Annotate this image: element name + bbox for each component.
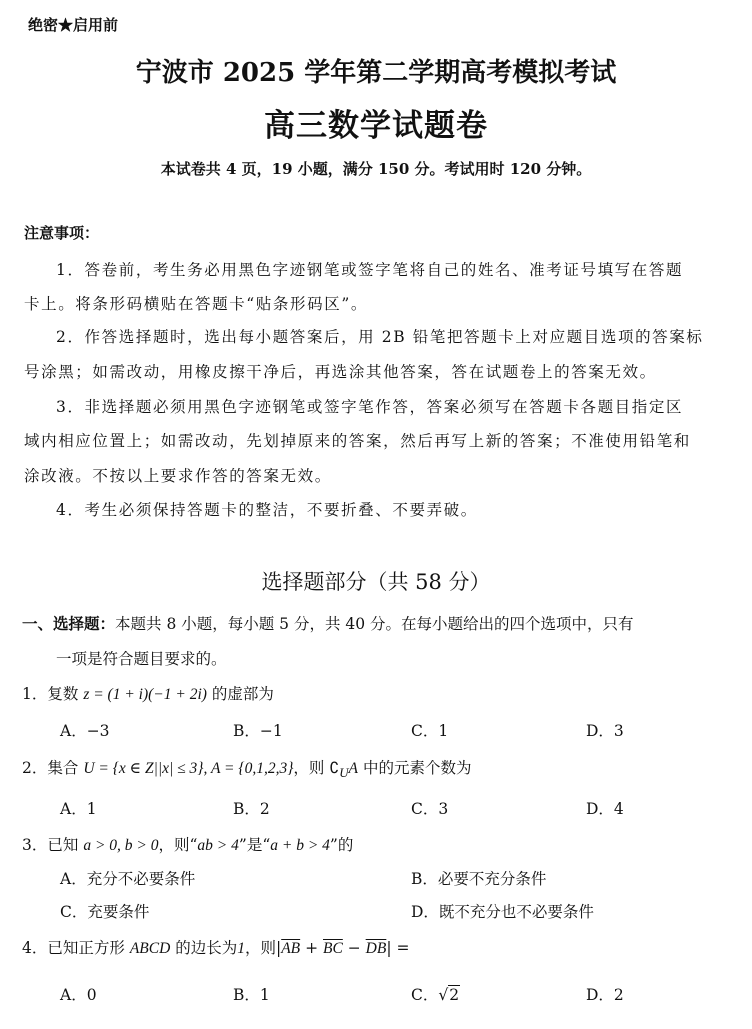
question-number: 3． [22,836,48,854]
option-d: D．既不充分也不必要条件 [411,903,594,921]
option-d: D．3 [586,722,624,740]
part-description [22,612,634,634]
math-expr: 1 [237,940,245,957]
math-expr: U = {x ∈ Z||x| ≤ 3}, A = {0,1,2,3} [83,760,294,777]
vector-ab: $\overline{AB}$ [281,940,301,957]
question-text: ，则 [244,939,276,957]
option-b: B．−1 [233,722,283,740]
question-text: = [391,939,410,957]
exam-title: 宁波市 2025 学年第二学期高考模拟考试 [135,58,617,88]
option-label: C． [411,986,439,1004]
notice-line: 1．答卷前，考生务必用黑色字迹钢笔或签字笔将自己的姓名、准考证号填写在答题 [56,261,684,279]
option-c: C．1 [411,722,449,740]
exam-info: 本试卷共 4 页，19 小题，满分 150 分。考试用时 120 分钟。 [160,160,592,178]
notice-line: 卡上。将条形码横贴在答题卡“贴条形码区”。 [24,295,368,313]
option-b: B．2 [233,800,270,818]
part-label: 一、选择题： [22,614,116,633]
math-expr: a + b > 4 [270,837,330,854]
notice-line: 域内相应位置上；如需改动，先划掉原来的答案，然后再写上新的答案；不准使用铅笔和 [24,432,691,450]
question-number: 1． [22,685,48,703]
question-text: ，则 [293,759,330,777]
option-b: B．必要不充分条件 [411,870,547,888]
question-text: 的虚部为 [206,685,274,703]
section-title: 选择题部分（共 58 分） [261,570,491,594]
question-text: ，则“ [158,836,198,854]
question-number: 2． [22,759,48,777]
question-text: 已知 [47,836,84,854]
option-b: B．1 [233,986,270,1004]
option-a: A．1 [60,800,97,818]
notice-line: 3．非选择题必须用黑色字迹钢笔或签字笔作答，答案必须写在答题卡各题目指定区 [56,398,684,416]
vector-db: $\overline{DB}$ [365,940,387,957]
question-text: 集合 [47,759,84,777]
option-c: C．充要条件 [60,903,150,921]
question-3 [22,833,353,855]
question-text: 的边长为 [170,939,238,957]
option-a: A．充分不必要条件 [60,870,196,888]
math-expr: ABCD [129,940,171,957]
exam-subtitle: 高三数学试题卷 [264,108,488,144]
option-d: D．4 [586,800,624,818]
abs-bar: | [275,939,282,957]
math-expr: a > 0, b > 0 [83,837,159,854]
math-expr: z = (1 + i)(−1 + 2i) [83,686,207,703]
question-text: ”是“ [238,836,271,854]
math-expr: U [339,765,349,781]
notice-line: 2．作答选择题时，选出每小题答案后，用 2B 铅笔把答题卡上对应题目选项的答案标 [56,328,704,346]
question-number: 4． [22,939,48,957]
part-desc-cont: 一项是符合题目要求的。 [56,650,227,668]
math-expr: ab > 4 [197,837,239,854]
question-text: 复数 [47,685,84,703]
question-text: 中的元素个数为 [358,759,472,777]
option-c [411,983,460,1005]
sqrt-symbol: √ [438,986,449,1004]
option-d: D．2 [586,986,624,1004]
question-text: 已知正方形 [47,939,130,957]
question-text: ”的 [329,836,354,854]
question-2 [22,756,471,781]
notice-heading: 注意事项： [24,224,100,242]
abs-bar: | [386,939,392,957]
option-a: A．−3 [60,722,110,740]
notice-line: 4．考生必须保持答题卡的整洁，不要折叠、不要弄破。 [56,501,478,519]
notice-line: 号涂黑；如需改动，用橡皮擦干净后，再选涂其他答案，答在试题卷上的答案无效。 [24,363,657,381]
option-a: A．0 [60,986,97,1004]
vector-bc: $\overline{BC}$ [323,940,343,957]
question-1 [22,682,274,704]
option-c: C．3 [411,800,449,818]
sqrt-value: 2 [449,986,460,1004]
math-expr: A [348,760,359,777]
question-4 [22,936,409,958]
notice-line: 涂改液。不按以上要求作答的答案无效。 [24,467,332,485]
secret-label: 绝密★启用前 [28,16,119,34]
plus-sign: + [300,939,323,957]
minus-sign: − [342,939,366,957]
part-desc: 本题共 8 小题，每小题 5 分，共 40 分。在每小题给出的四个选项中，只有 [115,615,634,633]
complement-symbol: ∁ [329,759,340,777]
